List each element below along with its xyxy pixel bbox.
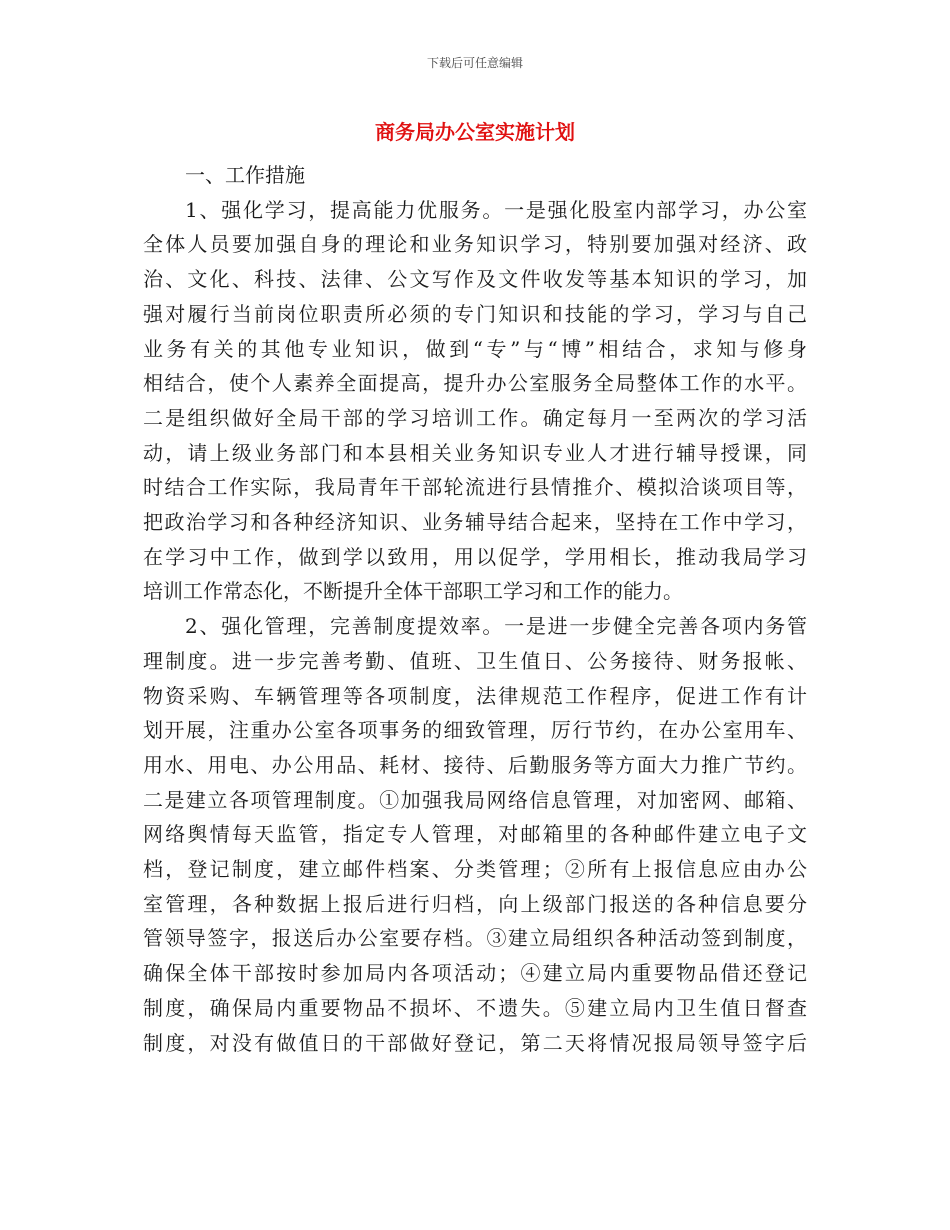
text-line: 治、文化、科技、法律、公文写作及文件收发等基本知识的学习，加 — [143, 267, 807, 292]
text-line: 档，登记制度，建立邮件档案、分类管理；②所有上报信息应由办公 — [143, 857, 807, 882]
text-line: 物资采购、车辆管理等各项制度，法律规范工作程序，促进工作有计 — [143, 683, 807, 708]
text-line: 业务有关的其他专业知识，做到“专”与“博”相结合，求知与修身 — [143, 336, 807, 361]
paragraph-1 — [143, 193, 807, 609]
text-line: 培训工作常态化，不断提升全体干部职工学习和工作的能力。 — [143, 579, 683, 604]
text-line: 确保全体干部按时参加局内各项活动；④建立局内重要物品借还登记 — [143, 961, 807, 986]
text-line: 制度，确保局内重要物品不损坏、不遗失。⑤建立局内卫生值日督查 — [143, 995, 807, 1020]
text-line: 全体人员要加强自身的理论和业务知识学习，特别要加强对经济、政 — [143, 232, 807, 257]
text-line: 时结合工作实际，我局青年干部轮流进行县情推介、模拟洽谈项目等， — [143, 475, 807, 500]
text-line: 二是建立各项管理制度。①加强我局网络信息管理，对加密网、邮箱、 — [143, 787, 807, 812]
paragraph-2 — [143, 609, 807, 1060]
document-title: 商务局办公室实施计划 — [375, 120, 575, 144]
text-line: 相结合，使个人素养全面提高，提升办公室服务全局整体工作的水平。 — [143, 371, 807, 396]
text-line: 制度，对没有做值日的干部做好登记，第二天将情况报局领导签字后 — [143, 1030, 807, 1055]
text-line: 管领导签字，报送后办公室要存档。③建立局组织各种活动签到制度， — [143, 926, 807, 951]
section-heading: 一、工作措施 — [185, 163, 305, 187]
page-header-note: 下载后可任意编辑 — [426, 56, 523, 70]
text-line: 用水、用电、办公用品、耗材、接待、后勤服务等方面大力推广节约。 — [143, 752, 807, 777]
text-line: 动，请上级业务部门和本县相关业务知识专业人才进行辅导授课，同 — [143, 440, 807, 465]
text-line: 把政治学习和各种经济知识、业务辅导结合起来，坚持在工作中学习， — [143, 510, 807, 535]
document-body — [143, 158, 807, 1060]
text-line: 强对履行当前岗位职责所必须的专门知识和技能的学习，学习与自己 — [143, 301, 807, 326]
text-line: 室管理，各种数据上报后进行归档，向上级部门报送的各种信息要分 — [143, 891, 807, 916]
text-line: 2、强化管理，完善制度提效率。一是进一步健全完善各项内务管 — [185, 614, 807, 639]
text-line: 在学习中工作，做到学以致用，用以促学，学用相长，推动我局学习 — [143, 544, 807, 569]
text-line: 1、强化学习，提高能力优服务。一是强化股室内部学习，办公室 — [185, 197, 807, 222]
text-line: 二是组织做好全局干部的学习培训工作。确定每月一至两次的学习活 — [143, 405, 807, 430]
text-line: 划开展，注重办公室各项事务的细致管理，厉行节约，在办公室用车、 — [143, 718, 807, 743]
text-line: 理制度。进一步完善考勤、值班、卫生值日、公务接待、财务报帐、 — [143, 648, 807, 673]
text-line: 网络舆情每天监管，指定专人管理，对邮箱里的各种邮件建立电子文 — [143, 822, 807, 847]
